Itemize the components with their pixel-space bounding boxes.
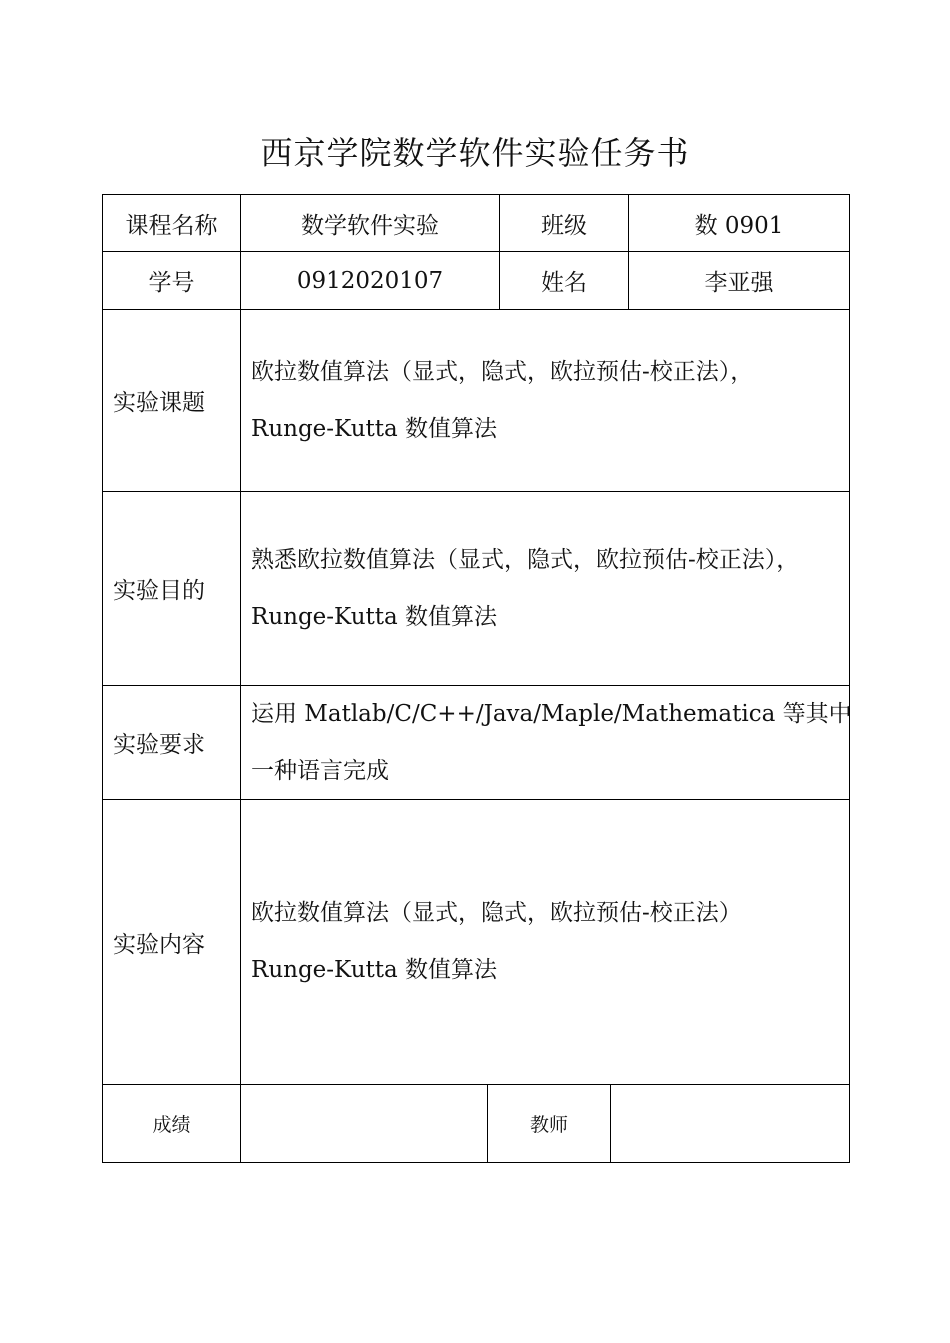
- table-line: [849, 194, 850, 1163]
- teacher-value: [611, 1085, 849, 1162]
- content-line-1: 欧拉数值算法（显式，隐式，欧拉预估-校正法）: [251, 900, 742, 926]
- purpose-label: 实验目的: [113, 578, 205, 604]
- requirement-line-1: 运用 Matlab/C/C++/Java/Maple/Mathematica 等其中: [251, 700, 852, 727]
- requirement-label: 实验要求: [113, 732, 205, 758]
- purpose-line-1: 熟悉欧拉数值算法（显式，隐式，欧拉预估-校正法），: [251, 546, 800, 573]
- page-title: 西京学院数学软件实验任务书: [260, 134, 690, 172]
- course-name-label: 课程名称: [125, 212, 218, 239]
- table-line: [102, 1162, 850, 1163]
- task-table: [102, 194, 850, 1163]
- student-name-value: 李亚强: [704, 270, 774, 296]
- topic-content: [241, 310, 849, 491]
- topic-label: 实验课题: [113, 390, 205, 416]
- teacher-label: 教师: [529, 1114, 568, 1136]
- requirement-content: [241, 686, 852, 799]
- class-label: 班级: [541, 212, 587, 239]
- content-line-2: Runge-Kutta 数值算法: [251, 957, 498, 983]
- topic-line-1: 欧拉数值算法（显式，隐式，欧拉预估-校正法），: [251, 358, 754, 385]
- course-name-value: 数学软件实验: [301, 212, 439, 239]
- student-id-label: 学号: [148, 270, 195, 296]
- requirement-line-2: 一种语言完成: [251, 757, 389, 784]
- content-content: [241, 800, 849, 1084]
- topic-line-2: Runge-Kutta 数值算法: [251, 415, 498, 442]
- student-id-value: 0912020107: [296, 267, 444, 294]
- score-value: [241, 1085, 487, 1162]
- content-label: 实验内容: [113, 931, 205, 958]
- student-name-label: 姓名: [541, 270, 587, 296]
- score-label: 成绩: [152, 1114, 191, 1136]
- purpose-content: [241, 492, 849, 685]
- purpose-line-2: Runge-Kutta 数值算法: [251, 603, 498, 630]
- class-value: 数 0901: [694, 212, 784, 239]
